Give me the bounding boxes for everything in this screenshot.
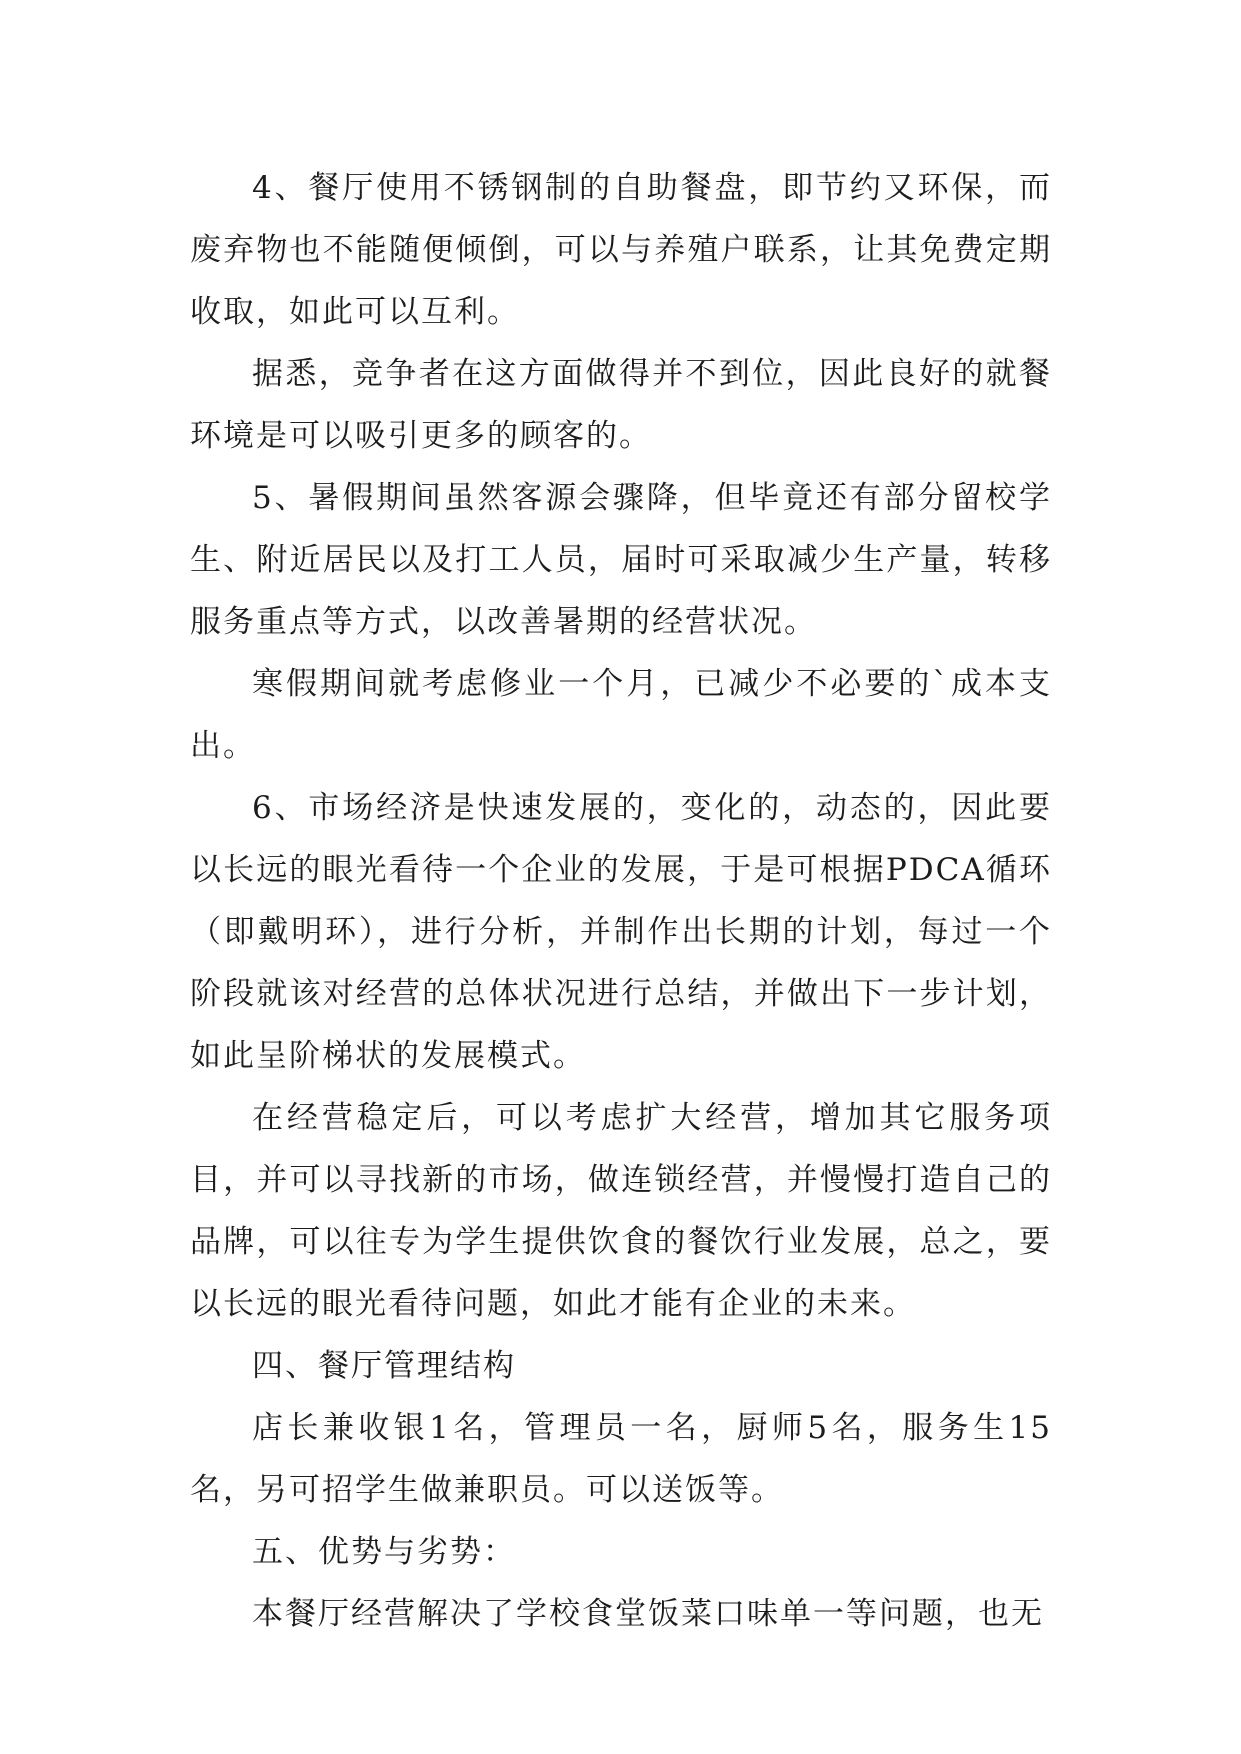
paragraph-expansion: 在经营稳定后，可以考虑扩大经营，增加其它服务项目，并可以寻找新的市场，做连锁经营，并慢慢打造自己的品牌，可以往专为学生提供饮食的餐饮行业发展，总之，要以长远的眼光看待问题，如此才能有企业的未来。: [190, 1100, 1052, 1322]
document-body: [190, 157, 1052, 1645]
paragraph-strengths-start: 本餐厅经营解决了学校食堂饭菜口味单一等问题，也无: [252, 1596, 1044, 1632]
paragraph-item-6-pdca: 6、市场经济是快速发展的，变化的，动态的，因此要以长远的眼光看待一个企业的发展，于是可根据PDCA循环（即戴明环），进行分析，并制作出长期的计划，每过一个阶段就该对经营的总体状况进行总结，并做出下一步计划，如此呈阶梯状的发展模式。: [190, 790, 1052, 1074]
paragraph-competitor-note: 据悉，竞争者在这方面做得并不到位，因此良好的就餐环境是可以吸引更多的顾客的。: [190, 356, 1052, 454]
paragraph-staffing: 店长兼收银1名，管理员一名，厨师5名，服务生15名，另可招学生做兼职员。可以送饭等。: [190, 1410, 1052, 1508]
paragraph-winter-break: 寒假期间就考虑修业一个月，已减少不必要的`成本支出。: [190, 666, 1052, 764]
section-heading-management: 四、餐厅管理结构: [252, 1348, 516, 1384]
section-heading-strengths-weaknesses: 五、优势与劣势：: [252, 1534, 516, 1570]
paragraph-item-5-summer: 5、暑假期间虽然客源会骤降，但毕竟还有部分留校学生、附近居民以及打工人员，届时可采取减少生产量，转移服务重点等方式，以改善暑期的经营状况。: [190, 480, 1052, 640]
paragraph-item-4-tableware: 4、餐厅使用不锈钢制的自助餐盘，即节约又环保，而废弃物也不能随便倾倒，可以与养殖户联系，让其免费定期收取，如此可以互利。: [190, 170, 1052, 330]
